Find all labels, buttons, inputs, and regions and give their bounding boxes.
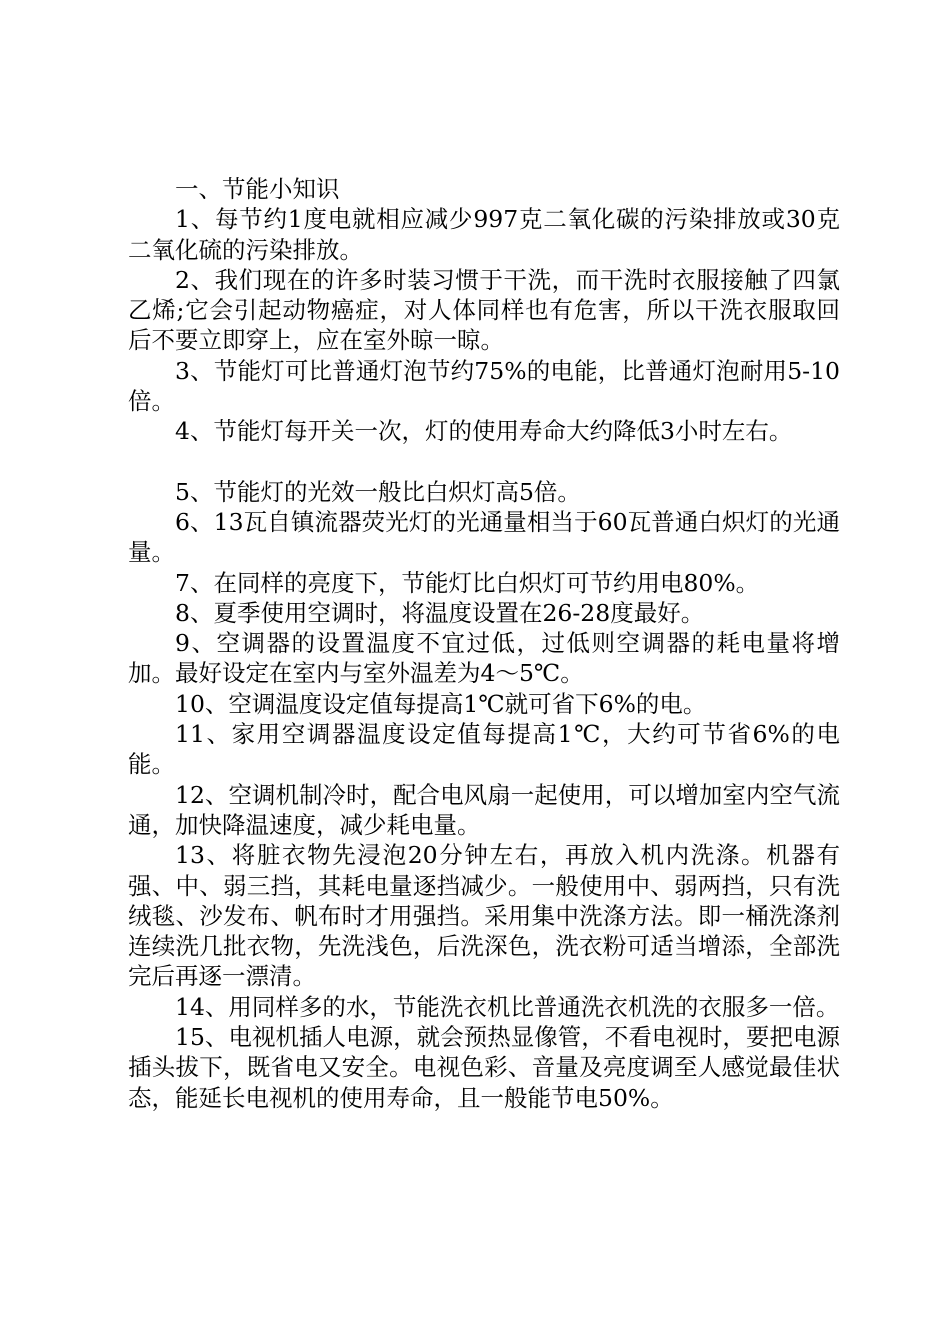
tip-paragraph-10: 10、空调温度设定值每提高1℃就可省下6%的电。 xyxy=(175,689,707,718)
tip-paragraph-4: 4、节能灯每开关一次，灯的使用寿命大约降低3小时左右。 xyxy=(175,417,793,446)
tip-paragraph-6: 6、13瓦自镇流器荧光灯的光通量相当于60瓦普通白炽灯的光通量。 xyxy=(128,507,840,567)
tip-paragraph-2: 2、我们现在的许多时装习惯于干洗，而干洗时衣服接触了四氯乙烯;它会引起动物癌症，对人体同样也有危害，所以干洗衣服取回后不要立即穿上，应在室外晾一晾。 xyxy=(128,265,840,355)
tip-paragraph-1: 1、每节约1度电就相应减少997克二氧化碳的污染排放或30克二氧化硫的污染排放。 xyxy=(128,205,840,264)
tip-paragraph-13: 13、将脏衣物先浸泡20分钟左右，再放入机内洗涤。机器有强、中、弱三挡，其耗电量逐挡减少。一般使用中、弱两挡，只有洗绒毯、沙发布、帆布时才用强挡。采用集中洗涤方法。即一桶洗涤剂连续洗几批衣物，先洗浅色，后洗深色，洗衣粉可适当增添，全部洗完后再逐一漂清。 xyxy=(128,841,840,991)
tip-paragraph-9: 9、空调器的设置温度不宜过低，过低则空调器的耗电量将增加。最好设定在室内与室外温差为4～5℃。 xyxy=(128,629,840,688)
tip-paragraph-7: 7、在同样的亮度下，节能灯比白炽灯可节约用电80%。 xyxy=(175,568,760,597)
document-body xyxy=(128,174,840,1113)
tip-paragraph-11: 11、家用空调器温度设定值每提高1℃，大约可节省6%的电能。 xyxy=(128,720,840,779)
tip-paragraph-8: 8、夏季使用空调时，将温度设置在26-28度最好。 xyxy=(175,598,705,627)
tip-paragraph-14: 14、用同样多的水，节能洗衣机比普通洗衣机洗的衣服多一倍。 xyxy=(175,992,840,1021)
tip-paragraph-12: 12、空调机制冷时，配合电风扇一起使用，可以增加室内空气流通，加快降温速度，减少耗电量。 xyxy=(128,780,840,839)
tip-paragraph-5: 5、节能灯的光效一般比白炽灯高5倍。 xyxy=(175,477,581,506)
tip-paragraph-3: 3、节能灯可比普通灯泡节约75%的电能，比普通灯泡耐用5-10倍。 xyxy=(128,356,840,416)
section-heading: 一、节能小知识 xyxy=(175,175,340,203)
tip-paragraph-15: 15、电视机插人电源，就会预热显像管，不看电视时，要把电源插头拔下，既省电又安全。电视色彩、音量及亮度调至人感觉最佳状态，能延长电视机的使用寿命，且一般能节电50%。 xyxy=(128,1023,840,1112)
